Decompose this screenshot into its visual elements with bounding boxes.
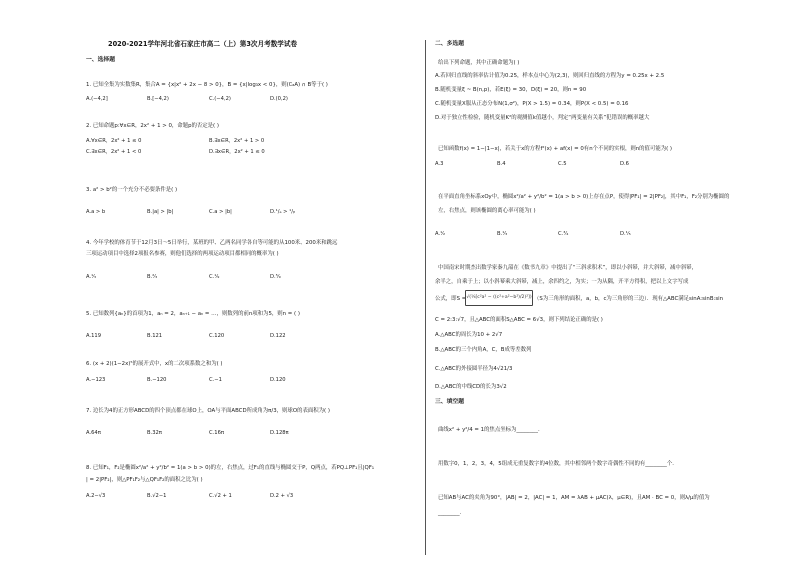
question-2-option-d[interactable]: D.∃x∈R，2x² + 1 ≤ 0	[209, 149, 265, 155]
question-11-option-b[interactable]: B.¹⁄₃	[497, 231, 508, 237]
question-12-line-1: 中国南宋时期杰出数学家秦九韶在《数书九章》中提出了“三斜求积术”，即以小斜幂，并大斜幂，减中斜幂，	[438, 265, 697, 271]
question-6-option-b[interactable]: B.−120	[147, 377, 167, 383]
question-12-option-a[interactable]: A.△ABC的周长为10 + 2√7	[435, 332, 503, 338]
question-6-option-c[interactable]: C.−1	[209, 377, 222, 383]
question-4-line-1: 4. 今年学校的体育节于12月3日～5日举行，某班的甲、乙两名同学各自等可能的从100米、200米和跳远	[86, 240, 338, 246]
question-2-option-b[interactable]: B.∃x∈R，2x² + 1 > 0	[209, 138, 265, 144]
question-11-line-1: 在平面直角坐标系xOy中，椭圆x²/a² + y²/b² = 1(a > b > 0)上存在点P，使得|PF₁| = 2|PF₂|，其中F₁，F₂分别为椭圆的	[438, 194, 730, 200]
question-3-stem: 3. a² > b²的一个充分不必要条件是( )	[86, 187, 178, 193]
question-8-line-1: 8. 已知F₁，F₂是椭圆x²/a² + y²/b² = 1(a > b > 0)的左，右焦点，过F₁的直线与椭圆交于P，Q两点，若PQ⊥PF₁且|QF₁	[86, 465, 375, 471]
question-3-option-a[interactable]: A.a > b	[86, 209, 106, 215]
question-12-line-4: C = 2:3:√7，且△ABC的面积S△ABC = 6√3，则下列结论正确的是( )	[435, 317, 603, 323]
question-4-option-d[interactable]: D.⁵⁄₉	[270, 274, 281, 280]
question-5-option-b[interactable]: B.121	[147, 333, 163, 339]
question-12-option-c[interactable]: C.△ABC的外接圆半径为4√21/3	[435, 366, 513, 372]
question-8-option-b[interactable]: B.√2−1	[147, 493, 167, 499]
question-3-option-b[interactable]: B.|a| > |b|	[147, 209, 174, 215]
question-11-line-2: 左，右焦点，则该椭圆的离心率可能为( )	[438, 208, 536, 214]
question-1-stem: 1. 已知全集为实数集R，集合A = {x|x² + 2x − 8 > 0}，B = {x|log₃x < 0}，则(∁ₐA) ∩ B等于( )	[86, 82, 328, 88]
question-5-option-a[interactable]: A.119	[86, 333, 102, 339]
question-7-option-d[interactable]: D.128π	[270, 430, 289, 436]
question-3-option-d[interactable]: D.¹/ₐ > ¹/ᵦ	[270, 209, 296, 215]
question-10-option-c[interactable]: C.5	[558, 161, 567, 167]
question-4-option-b[interactable]: B.²⁄₃	[147, 274, 158, 280]
question-5-option-c[interactable]: C.120	[209, 333, 225, 339]
question-12-line-3: （S为三角形的面积，a，b，c为三角形的三边）．现有△ABC满足sinA:sinB:sin	[534, 296, 724, 302]
question-6-stem: 6. (x + 2)(1−2x)⁵的展开式中，x的二次项系数之和为( )	[86, 361, 223, 367]
question-9-option-c[interactable]: C.随机变量X服从正态分布N(1,σ²)，P(X > 1.5) = 0.34，则P(X < 0.5) = 0.16	[435, 101, 629, 107]
question-10-option-b[interactable]: B.4	[497, 161, 506, 167]
question-15-line-1: 已知AB与AC的夹角为90°，|AB| = 2，|AC| = 1，AM = λAB + μAC(λ，μ∈R)，且AM · BC = 0，则λ/μ的值为	[438, 495, 710, 501]
question-10-stem: 已知函数f(x) = 1−|1−x|，若关于x的方程f²(x) + af(x) = 0有n个不同的实根，则n的值可能为( )	[438, 146, 673, 152]
question-14-stem: 用数字0，1，2，3，4，5组成无重复数字的4位数，其中相邻两个数字奇偶性不同的有________个.	[438, 461, 674, 467]
section-multiple-heading: 二、多选题	[435, 41, 464, 47]
question-11-option-a[interactable]: A.¹⁄₂	[435, 231, 446, 237]
question-6-option-a[interactable]: A.−123	[86, 377, 106, 383]
question-9-option-a[interactable]: A.若回归直线的斜率估计值为0.25，样本点中心为(2,3)，则回归直线的方程为y = 0.25x + 2.5	[435, 73, 665, 79]
question-2-option-a[interactable]: A.∀x∈R，2x² + 1 ≤ 0	[86, 138, 142, 144]
question-9-option-d[interactable]: D.对于独立性检验，随机变量K²的观测值k值越小，判定“两变量有关系”犯错误的概率越大	[435, 115, 650, 121]
question-1-option-b[interactable]: B.[−4,2)	[147, 96, 169, 102]
question-7-option-a[interactable]: A.64π	[86, 430, 101, 436]
question-1-option-c[interactable]: C.(−4,2)	[209, 96, 231, 102]
question-8-option-d[interactable]: D.2 + √3	[270, 493, 294, 499]
question-12-option-b[interactable]: B.△ABC的三个内角A，C，B成等差数列	[435, 347, 532, 353]
column-divider	[425, 40, 426, 555]
question-4-line-2: 三项运动项目中选择2项报名参赛，则他们选择的两项运动项目都相同的概率为( )	[86, 251, 279, 257]
question-8-option-c[interactable]: C.√2 + 1	[209, 493, 232, 499]
question-2-stem: 2. 已知命题p:∀x∈R，2x² + 1 > 0，命题p的否定是( )	[86, 123, 219, 129]
heron-formula-box: √(¼[c²a² − ((c²+a²−b²)/2)²])	[465, 290, 533, 306]
exam-title: 2020-2021学年河北省石家庄市高二（上）第3次月考数学试卷	[108, 40, 298, 48]
question-9-line-1: 给出下列命题，其中正确命题为( )	[438, 60, 520, 66]
question-4-option-c[interactable]: C.¹⁄₉	[209, 274, 220, 280]
question-7-stem: 7. 边长为4的正方形ABCD的四个顶点都在球O上，OA与平面ABCD所成角为π/3，则球O的表面积为( )	[86, 408, 330, 414]
question-12-option-d[interactable]: D.△ABC的中线CD的长为3√2	[435, 384, 507, 390]
question-11-option-c[interactable]: C.³⁄₄	[558, 231, 569, 237]
question-9-option-b[interactable]: B.随机变量ξ ~ B(n,p)，若E(ξ) = 30，D(ξ) = 20，则n = 90	[435, 87, 587, 93]
section-choice-heading: 一、选择题	[86, 57, 115, 63]
question-7-option-c[interactable]: C.16π	[209, 430, 224, 436]
question-15-line-2: ________.	[438, 510, 462, 516]
question-12-line-2: 余半之，自乘于上；以小斜幂乘大斜幂，减上，余四约之，为实；一为从隅，开平方得积，把以上文字写成	[435, 279, 689, 285]
question-10-option-a[interactable]: A.3	[435, 161, 444, 167]
question-4-option-a[interactable]: A.¹⁄₃	[86, 274, 97, 280]
question-5-option-d[interactable]: D.122	[270, 333, 286, 339]
question-6-option-d[interactable]: D.120	[270, 377, 286, 383]
question-1-option-a[interactable]: A.(−4,2]	[86, 96, 108, 102]
question-8-line-2: | = 2|PF₂|，则△PF₁F₂与△QF₁F₂的面积之比为( )	[86, 477, 203, 483]
question-2-option-c[interactable]: C.∃x∈R，2x² + 1 < 0	[86, 149, 142, 155]
section-fill-heading: 三、填空题	[435, 399, 464, 405]
question-5-stem: 5. 已知数列{aₙ}的首项为1，aₙ = 2，aₙ₊₁ − aₙ = …，则数列的前n项和为5，则n = ( )	[86, 311, 300, 317]
question-3-option-c[interactable]: C.a > |b|	[209, 209, 232, 215]
question-7-option-b[interactable]: B.32π	[147, 430, 162, 436]
question-10-option-d[interactable]: D.6	[620, 161, 629, 167]
question-1-option-d[interactable]: D.(0,2)	[270, 96, 288, 102]
question-13-stem: 曲线x² + y²/4 = 1的焦点坐标为________.	[438, 427, 540, 433]
question-12-formula-prefix: 公式，即S =	[435, 296, 467, 302]
question-11-option-d[interactable]: D.¹⁄₅	[620, 231, 631, 237]
question-8-option-a[interactable]: A.2−√3	[86, 493, 106, 499]
